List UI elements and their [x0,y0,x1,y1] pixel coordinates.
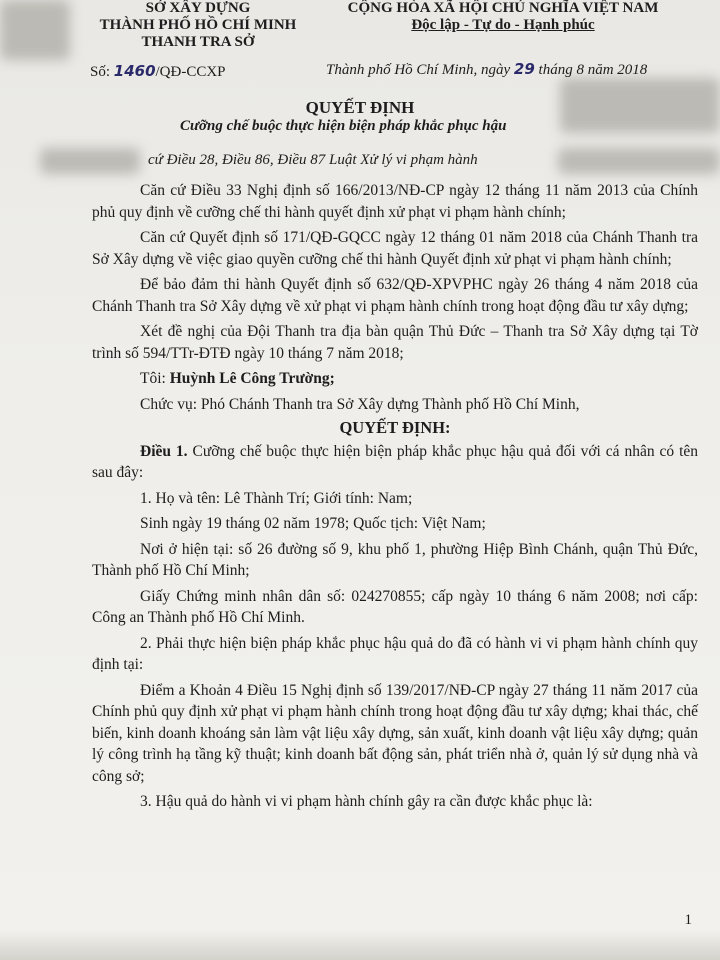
agency-line3: THANH TRA SỞ [141,34,255,50]
basis-paragraph-1: Căn cứ Điều 33 Nghị định số 166/2013/NĐ-CP ngày 12 tháng 11 năm 2013 của Chính phủ quy định về cưỡng chế thi hành quyết định xử phạt vi phạm hành chính; [92,182,698,221]
signer-line: Tôi: Huỳnh Lê Công Trường; [140,370,335,387]
country-name: CỘNG HÒA XÃ HỘI CHỦ NGHĨA VIỆT NAM [347,0,659,16]
agency-line1: SỞ XÂY DỰNG [145,0,251,16]
item-birth: Sinh ngày 19 tháng 02 năm 1978; Quốc tịch: Việt Nam; [140,515,486,532]
item-2: 2. Phải thực hiện biện pháp khắc phục hậu quả do đã có hành vi vi phạm hành chính quy định tại: [92,634,698,673]
handwritten-day: 29 [513,60,535,78]
redacted-area [0,0,70,60]
item-address: Nơi ở hiện tại: số 26 đường số 9, khu phố 1, phường Hiệp Bình Chánh, quận Thủ Đức, Thành phố Hồ Chí Minh; [92,540,698,579]
article-1-label: Điều 1. [140,442,188,460]
document-title: QUYẾT ĐỊNH [305,98,415,117]
redacted-area [40,148,140,174]
basis-paragraph-4: Xét đề nghị của Đội Thanh tra địa bàn quận Thủ Đức – Thanh tra Sở Xây dựng tại Tờ trình số 594/TTr-ĐTĐ ngày 10 tháng 7 năm 2018; [92,323,698,362]
page-number: 1 [684,912,692,928]
item-id-card: Giấy Chứng minh nhân dân số: 024270855; cấp ngày 10 tháng 6 năm 2008; nơi cấp: Công an Thành phố Hồ Chí Minh. [92,587,698,626]
agency-header [78,0,318,81]
legal-clause: Điểm a Khoản 4 Điều 15 Nghị định số 139/2017/NĐ-CP ngày 27 tháng 11 năm 2017 của Chính phủ quy định xử phạt vi phạm hành chính trong hoạt động đầu tư xây dựng; khai thác, chế biến, kinh doanh khoáng sản làm vật liệu xây dựng, sản xuất, kinh doanh vật liệu xây dựng; quản lý công trình hạ tầng kỹ thuật; kinh doanh bất động sản, phát triển nhà ở, quản lý sử dụng nhà và công sở; [92,681,698,785]
redacted-area [558,148,720,174]
legal-basis-law: cứ Điều 28, Điều 86, Điều 87 Luật Xử lý vi phạm hành [148,152,478,168]
signer-position: Chức vụ: Phó Chánh Thanh tra Sở Xây dựng Thành phố Hồ Chí Minh, [140,395,580,413]
handwritten-number: 1460 [113,62,156,80]
article-1: Điều 1. Cưỡng chế buộc thực hiện biện pháp khắc phục hậu quả đối với cá nhân có tên sau đây: [92,442,699,481]
basis-paragraph-2: Căn cứ Quyết định số 171/QĐ-GQCC ngày 12 tháng 01 năm 2018 của Chánh Thanh tra Sở Xây dựng về việc giao quyền cưỡng chế thi hành Quyết định xử phạt vi phạm hành chính; [92,229,698,268]
national-motto: Độc lập - Tự do - Hạnh phúc [411,17,595,33]
place-date: Thành phố Hồ Chí Minh, ngày 29 tháng 8 năm 2018 [326,60,648,78]
agency-line2: THÀNH PHỐ HỒ CHÍ MINH [99,17,297,33]
signer-name: Huỳnh Lê Công Trường; [169,370,335,387]
document-body [92,180,698,813]
item-3: 3. Hậu quả do hành vi vi phạm hành chính gây ra cần được khắc phục là: [140,793,593,810]
national-header [338,0,668,34]
basis-paragraph-3: Để bảo đảm thi hành Quyết định số 632/QĐ-XPVPHC ngày 26 tháng 4 năm 2018 của Chánh Thanh tra Sở Xây dựng về xử phạt vi phạm hành chính trong hoạt động đầu tư xây dựng; [92,276,698,315]
document-number: Số: 1460/QĐ-CCXP [90,62,226,80]
document-subtitle: Cưỡng chế buộc thực hiện biện pháp khắc phục hậu [180,118,507,134]
item-name: 1. Họ và tên: Lê Thành Trí; Giới tính: Nam; [140,489,413,507]
decision-heading: QUYẾT ĐỊNH: [339,418,451,437]
page-bottom-shadow [0,930,720,960]
